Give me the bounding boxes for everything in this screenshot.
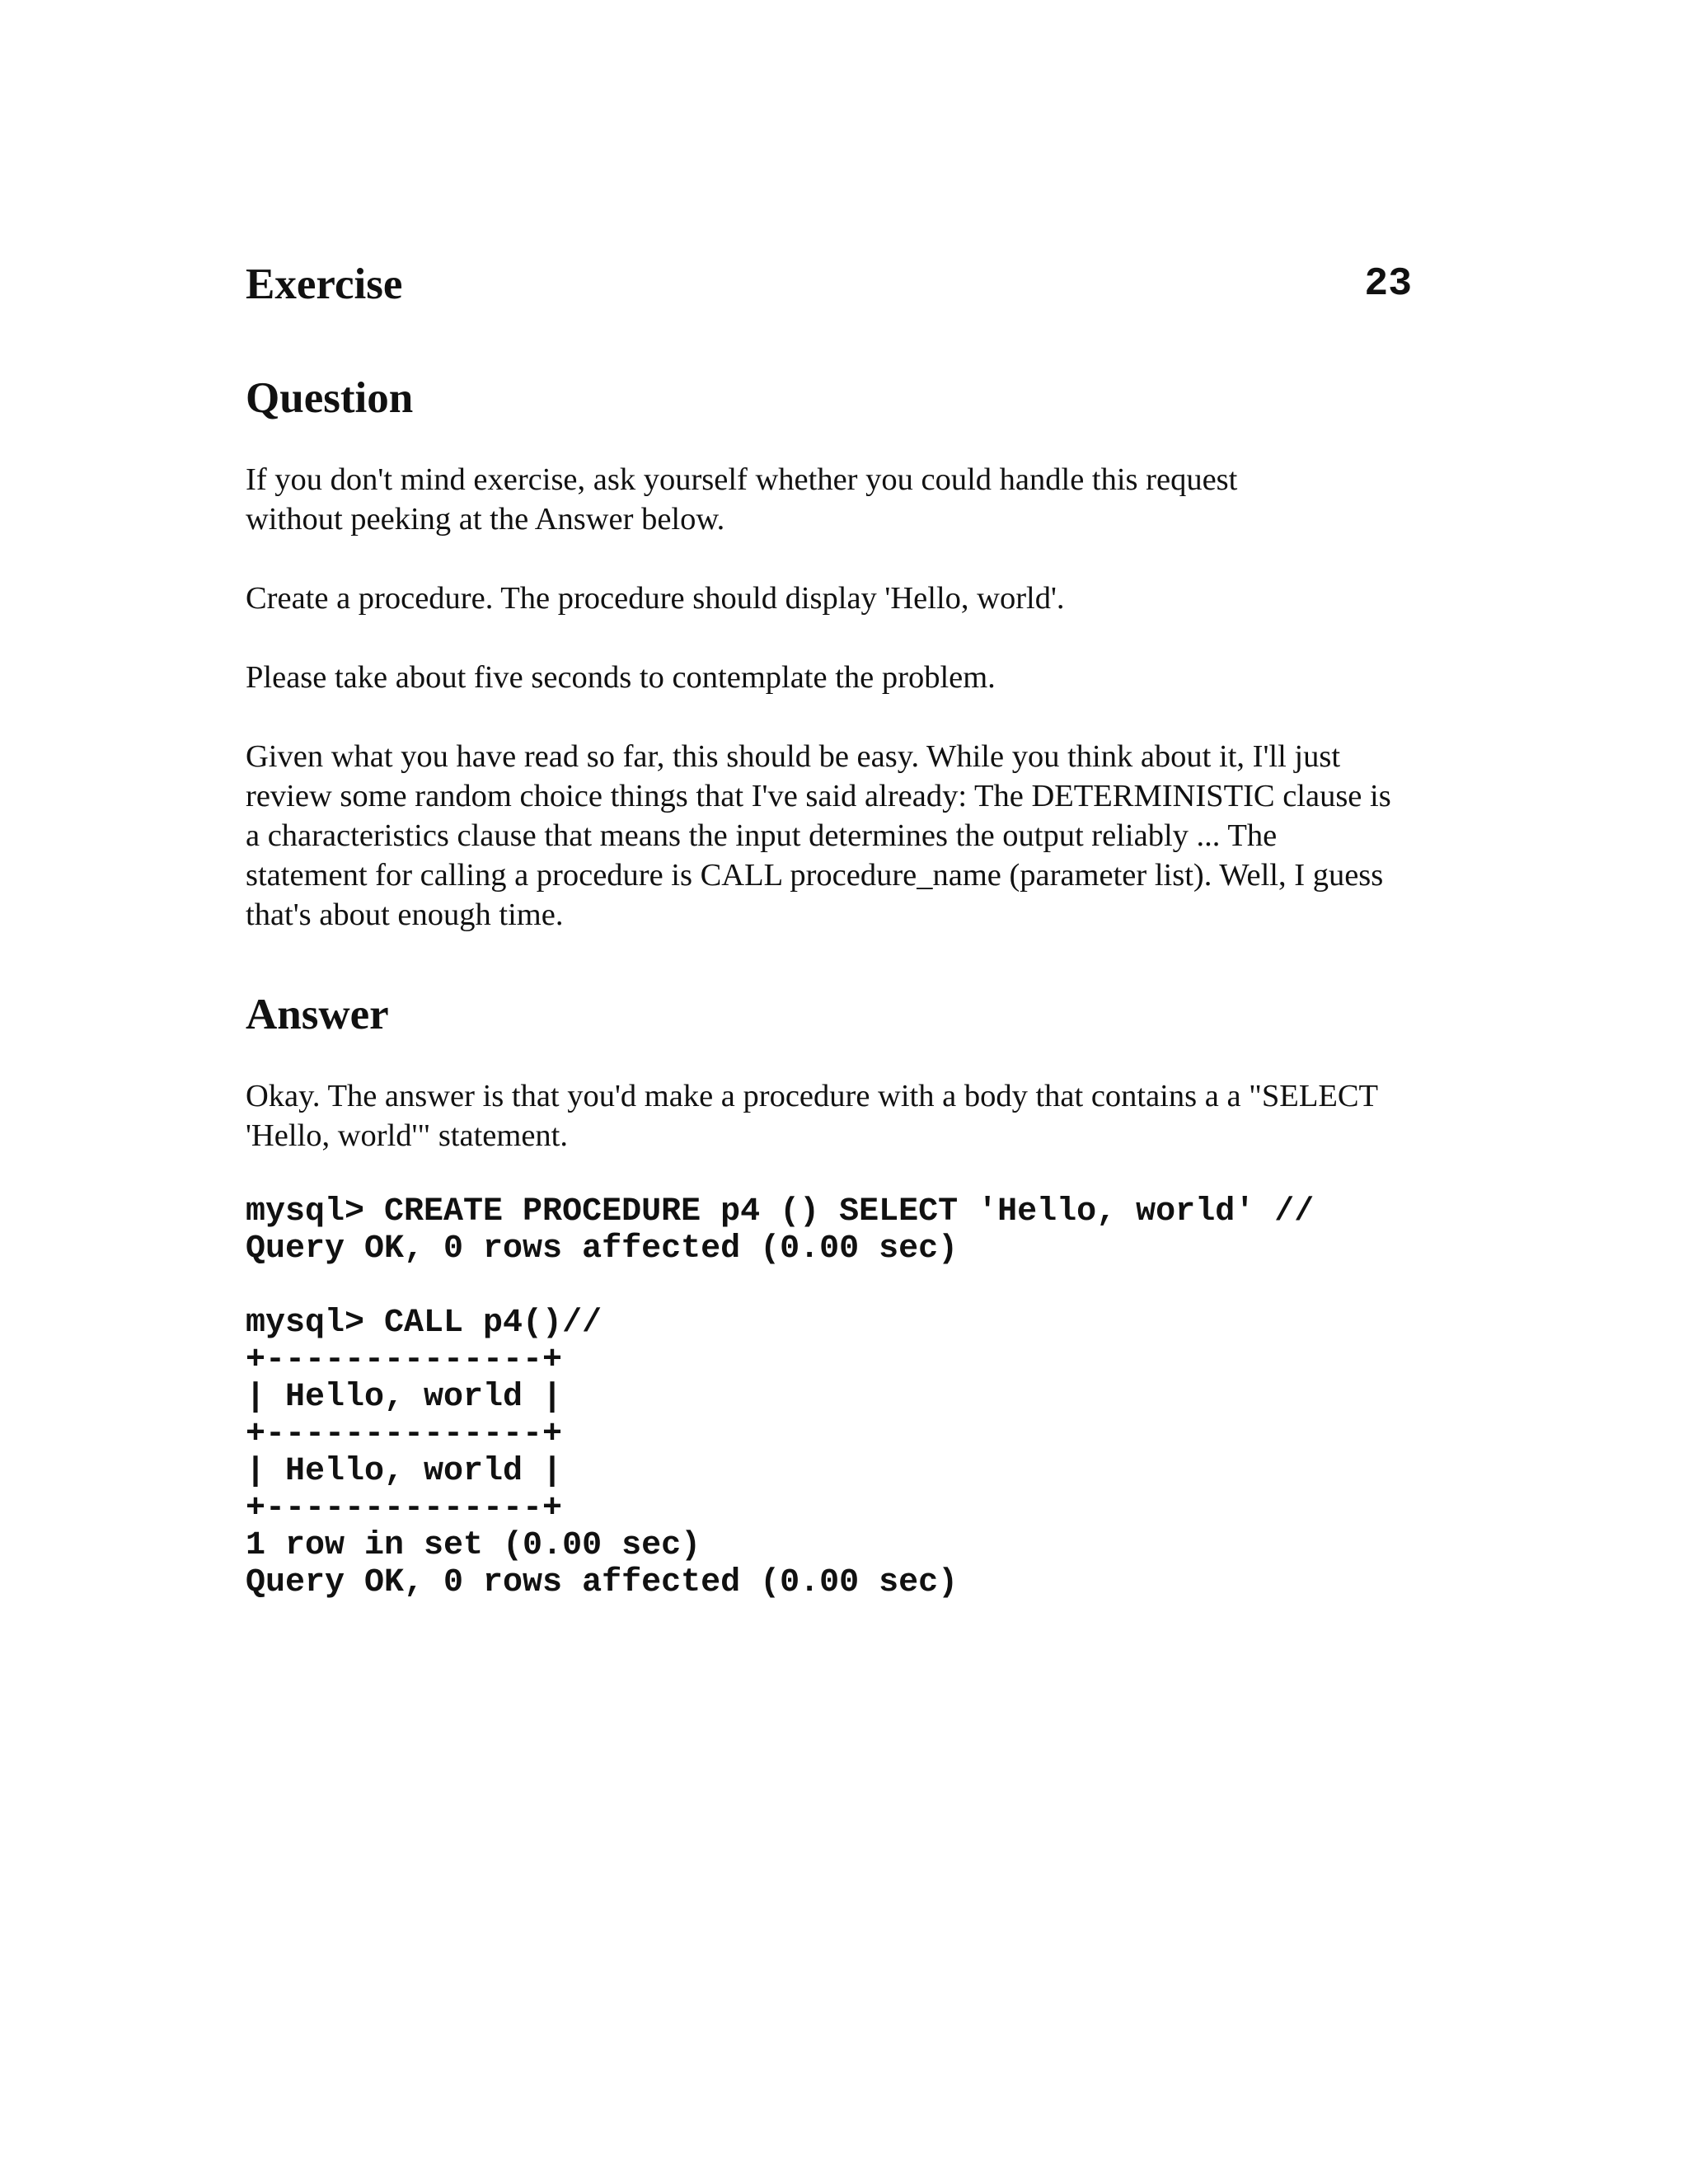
- page-number: 23: [1364, 262, 1412, 307]
- question-paragraph: If you don't mind exercise, ask yourself whether you could handle this request without peeking at the Answer below.: [246, 462, 1238, 537]
- page-header: [246, 255, 1432, 313]
- question-paragraph: Please take about five seconds to contemplate the problem.: [246, 660, 996, 695]
- question-heading: Question: [246, 374, 414, 422]
- code-block-call-procedure: mysql> CALL p4()// +--------------+ | Hello, world | +--------------+ | Hello, world | +--------------+ 1 row in set (0.00 sec) Query OK, 0 rows affected (0.00 sec): [246, 1305, 959, 1601]
- question-paragraph: Given what you have read so far, this should be easy. While you think about it, I'll just review some random choice things that I've said already: The DETERMINISTIC clause is a characteristics clause that means the input determines the output reliably ... The statement for calling a procedure is CALL procedure_name (parameter list). Well, I guess that's about enough time.: [246, 739, 1391, 932]
- question-paragraph: Create a procedure. The procedure should display 'Hello, world'.: [246, 581, 1065, 616]
- answer-heading: Answer: [246, 991, 389, 1038]
- document-page: [246, 255, 1432, 1601]
- code-block-create-procedure: mysql> CREATE PROCEDURE p4 () SELECT 'Hello, world' // Query OK, 0 rows affected (0.00 sec): [246, 1193, 1315, 1268]
- running-title: Exercise: [246, 260, 403, 308]
- answer-paragraph: Okay. The answer is that you'd make a procedure with a body that contains a a "SELECT 'Hello, world'" statement.: [246, 1079, 1379, 1153]
